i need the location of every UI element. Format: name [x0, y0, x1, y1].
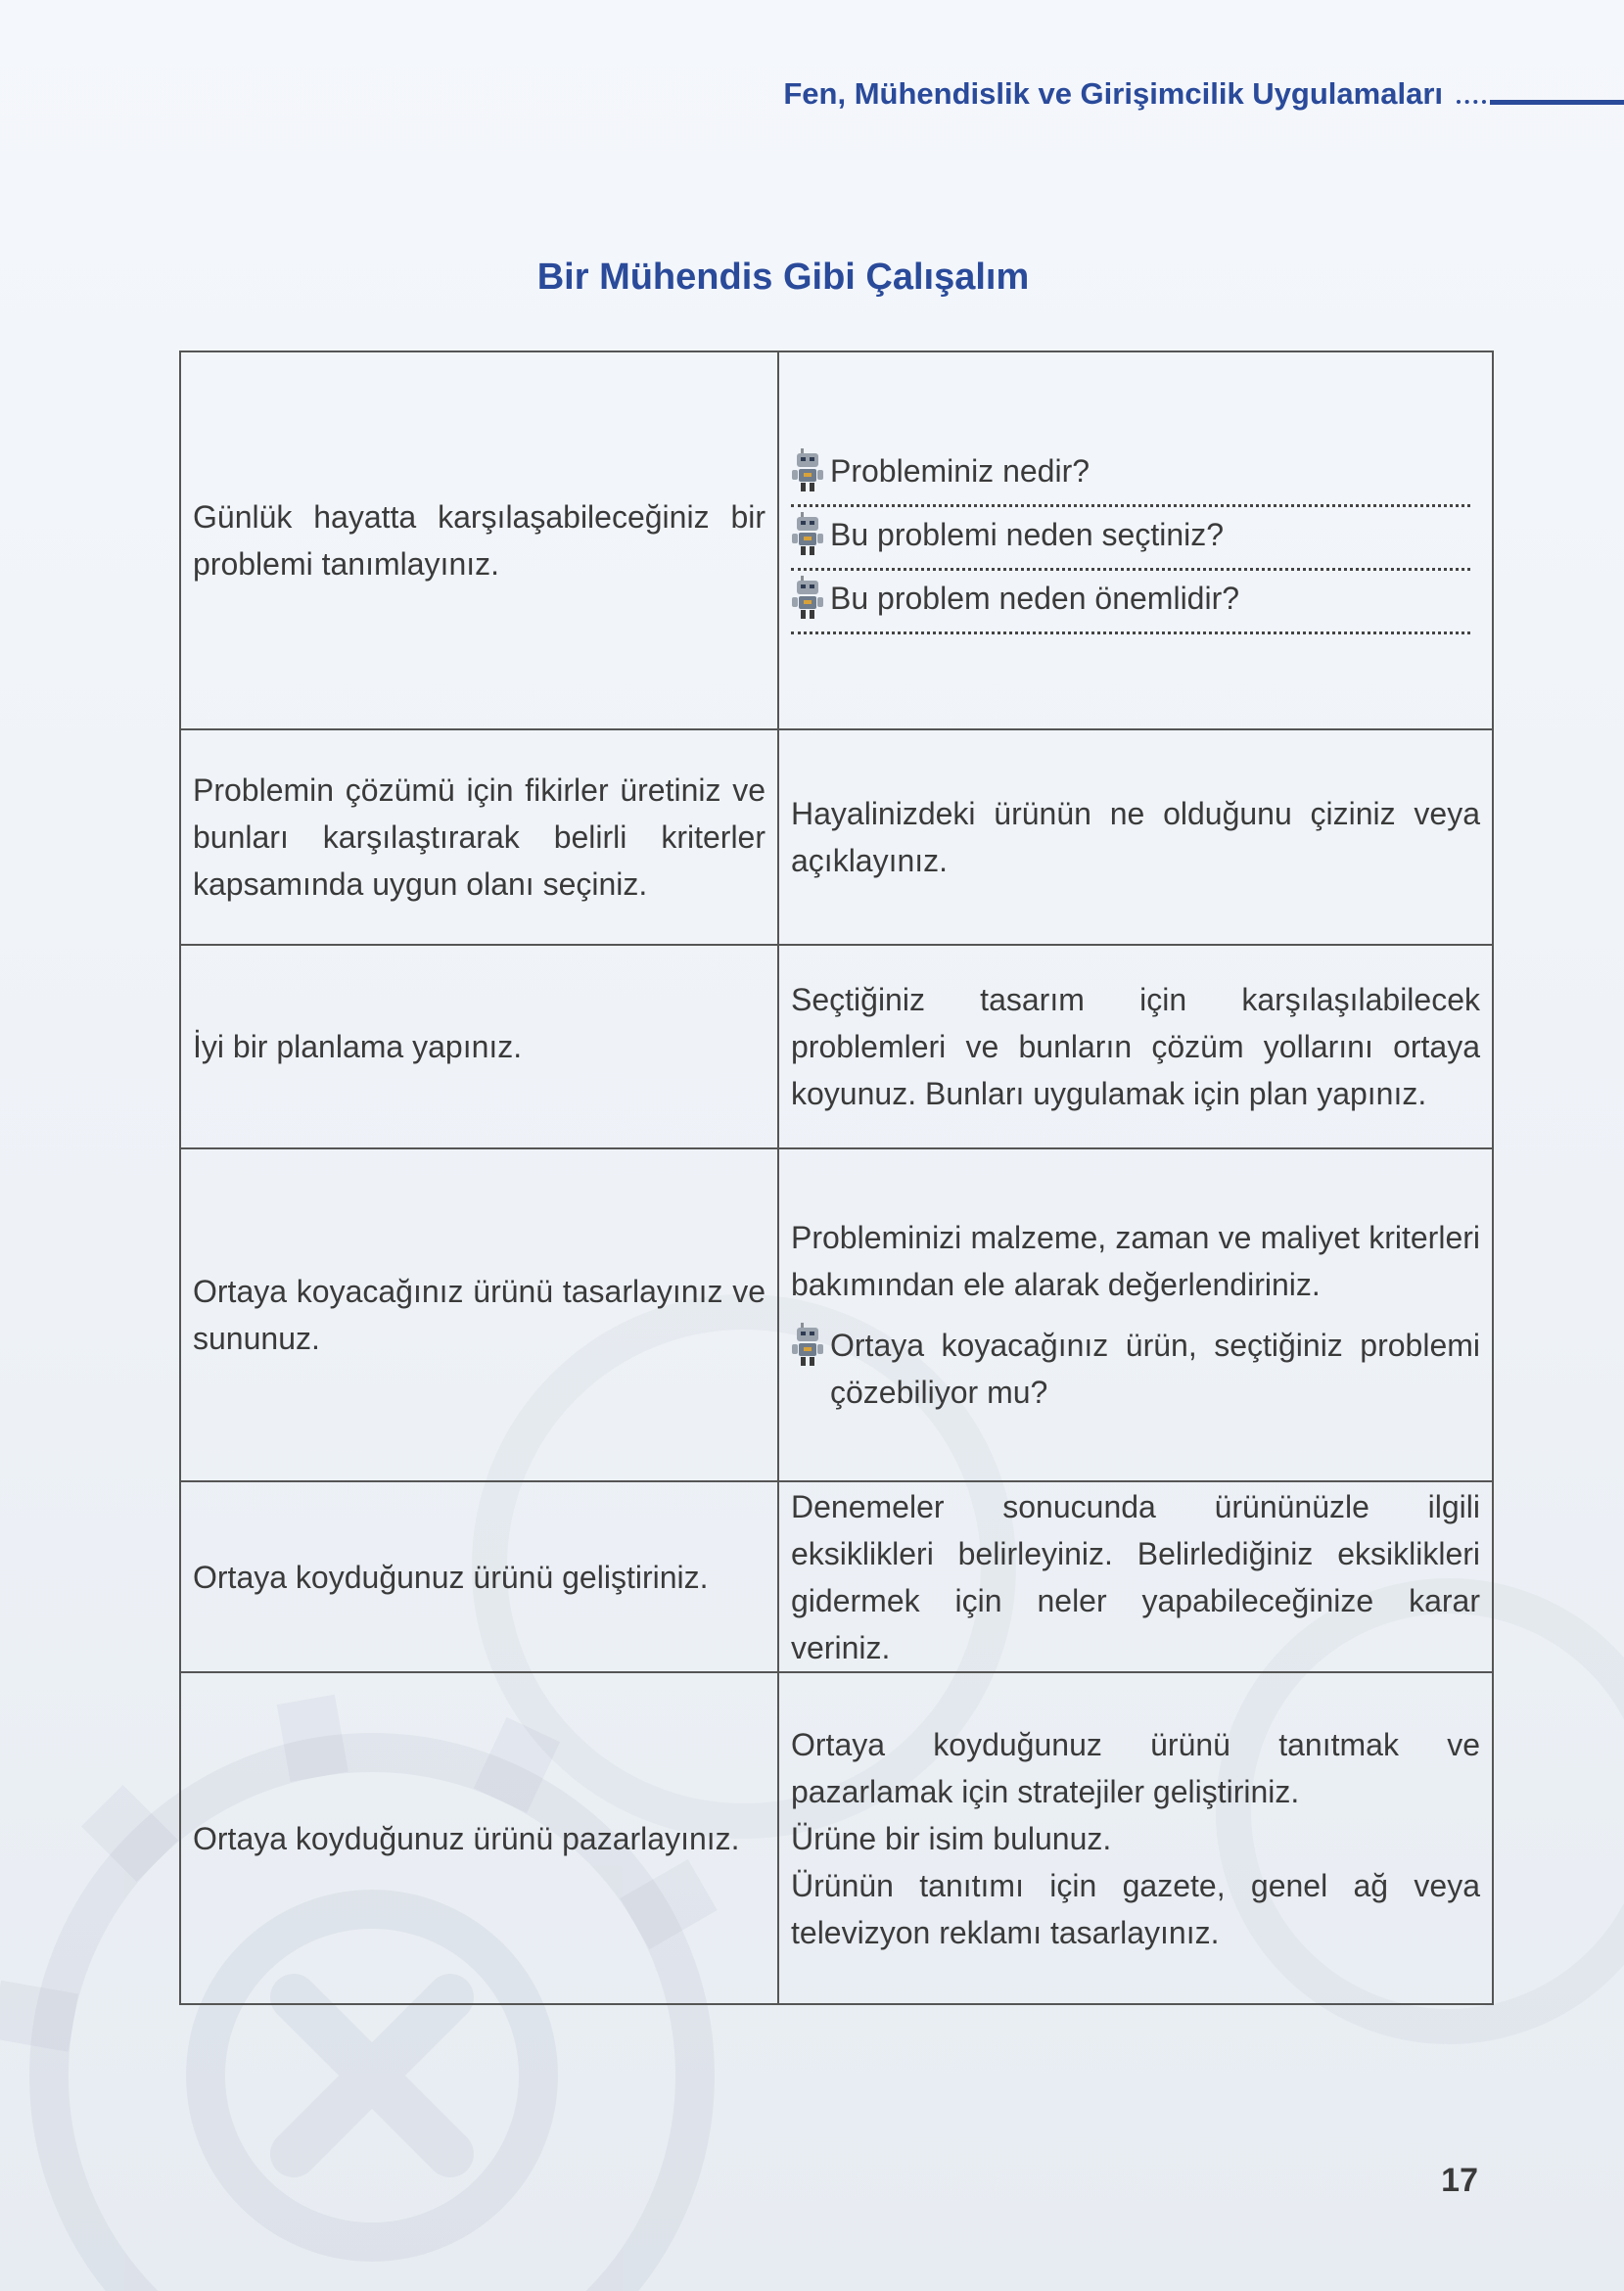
step-instruction-cell: [778, 1672, 1493, 2004]
step-instruction-line: Ürüne bir isim bulunuz.: [791, 1820, 1112, 1856]
robot-icon: [791, 447, 826, 492]
step-instruction: Seçtiğiniz tasarım için karşılaşılabilecek problemleri ve bunların çözüm yollarını ortaya koyunuz. Bunları uygulamak için plan yapınız.: [778, 945, 1493, 1148]
step-instruction: Probleminizi malzeme, zaman ve maliyet kriterleri bakımından ele alarak değerlendiriniz.: [791, 1220, 1480, 1302]
question-text: Ortaya koyacağınız ürün, seçtiğiniz problemi çözebiliyor mu?: [830, 1328, 1480, 1410]
engineering-steps-table: [179, 351, 1494, 2005]
question-text: Bu problemi neden seçtiniz?: [830, 516, 1225, 552]
table-row: [180, 1672, 1493, 2004]
step-description: Ortaya koyduğunuz ürünü geliştiriniz.: [180, 1481, 778, 1672]
question-item: [791, 575, 1480, 622]
table-row: [180, 1148, 1493, 1481]
page-title: Bir Mühendis Gibi Çalışalım: [536, 257, 1030, 298]
running-header: [0, 76, 1624, 123]
step-description: Ortaya koyacağınız ürünü tasarlayınız ve sununuz.: [180, 1148, 778, 1481]
step-instruction: Hayalinizdeki ürünün ne olduğunu çiziniz veya açıklayınız.: [778, 729, 1493, 945]
header-rule: [1490, 100, 1624, 105]
answer-line[interactable]: [791, 562, 1470, 571]
question-text: Bu problem neden önemlidir?: [830, 580, 1240, 616]
answer-line[interactable]: [791, 498, 1470, 507]
table-row: [180, 945, 1493, 1148]
robot-icon: [791, 575, 826, 620]
header-dots-decoration: [1457, 100, 1486, 108]
question-text: Probleminiz nedir?: [830, 452, 1090, 489]
answer-line[interactable]: [791, 626, 1470, 634]
step-instruction-line: Ortaya koyduğunuz ürünü tanıtmak ve pazarlamak için stratejiler geliştiriniz.: [791, 1726, 1480, 1809]
step-instruction-line: Ürünün tanıtımı için gazete, genel ağ veya televizyon reklamı tasarlayınız.: [791, 1867, 1480, 1950]
robot-icon: [791, 1322, 826, 1367]
question-item: [791, 511, 1480, 558]
step-instruction-cell: [778, 1148, 1493, 1481]
running-header-title: Fen, Mühendislik ve Girişimcilik Uygulamaları: [783, 76, 1443, 111]
question-item: [791, 1322, 1480, 1416]
step-instruction: Denemeler sonucunda ürününüzle ilgili eksiklikleri belirleyiniz. Belirlediğiniz eksiklikleri gidermek için neler yapabileceğinize karar veriniz.: [778, 1481, 1493, 1672]
step-description: Problemin çözümü için fikirler üretiniz ve bunları karşılaştırarak belirli kriterler kapsamında uygun olanı seçiniz.: [180, 729, 778, 945]
question-item: [791, 447, 1480, 494]
table-row: [180, 729, 1493, 945]
step-description: İyi bir planlama yapınız.: [180, 945, 778, 1148]
step-description: Günlük hayatta karşılaşabileceğiniz bir problemi tanımlayınız.: [180, 351, 778, 729]
robot-icon: [791, 511, 826, 556]
step-questions: [778, 351, 1493, 729]
step-description: Ortaya koyduğunuz ürünü pazarlayınız.: [180, 1672, 778, 2004]
table-row: [180, 351, 1493, 729]
table-row: [180, 1481, 1493, 1672]
page-number: 17: [1441, 2162, 1478, 2199]
